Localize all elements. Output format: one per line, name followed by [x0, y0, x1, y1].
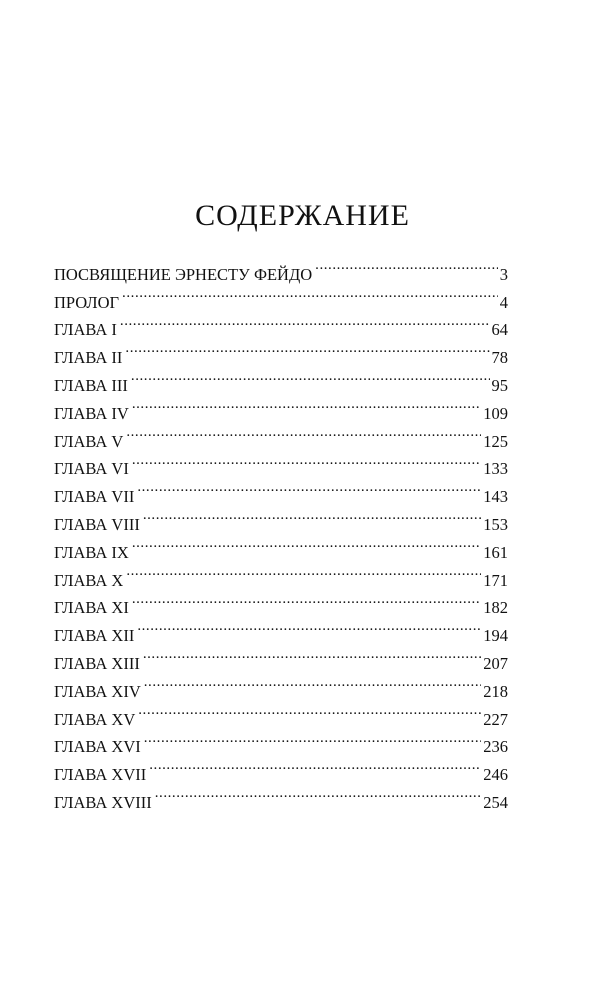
toc-entry-label: ГЛАВА XII	[54, 626, 135, 646]
toc-entry-label: ГЛАВА III	[54, 375, 128, 395]
toc-entry-page-number: 171	[483, 570, 508, 590]
toc-entry-label: ГЛАВА XIII	[54, 653, 140, 673]
toc-entry-page-number: 4	[499, 292, 508, 312]
toc-entry-label: ГЛАВА X	[54, 570, 124, 590]
toc-entry	[54, 280, 508, 312]
toc-entry-label: ГЛАВА VI	[54, 459, 129, 479]
toc-entry-label: ГЛАВА VIII	[54, 514, 140, 534]
toc-entry-label: ГЛАВА XV	[54, 709, 136, 729]
toc-entry-page-number: 78	[491, 348, 508, 368]
dot-leader	[120, 308, 490, 336]
dot-leader	[149, 752, 481, 780]
toc-entry-page-number: 64	[491, 320, 508, 340]
toc-entry-page-number: 3	[499, 264, 508, 284]
toc-entry-label: ГЛАВА II	[54, 348, 123, 368]
toc-title: СОДЕРЖАНИЕ	[195, 199, 410, 232]
toc-entry-label: ГЛАВА XIV	[54, 681, 141, 701]
toc-entry-label: ГЛАВА XVII	[54, 765, 147, 785]
dot-leader	[132, 530, 481, 558]
toc-entry-label: ГЛАВА I	[54, 320, 117, 340]
toc-entry-label: ГЛАВА XI	[54, 598, 129, 618]
dot-leader	[137, 474, 481, 502]
dot-leader	[137, 613, 481, 641]
toc-entry-page-number: 161	[483, 542, 508, 562]
dot-leader	[126, 419, 481, 447]
toc-entry-page-number: 153	[483, 514, 508, 534]
dot-leader	[131, 363, 490, 391]
dot-leader	[315, 252, 498, 280]
toc-entry-page-number: 194	[483, 626, 508, 646]
toc-entry-page-number: 182	[483, 598, 508, 618]
toc-entry-page-number: 125	[483, 431, 508, 451]
dot-leader	[132, 586, 481, 614]
toc-entry-page-number: 133	[483, 459, 508, 479]
toc-entry-page-number: 246	[483, 765, 508, 785]
toc-entry	[54, 335, 508, 368]
dot-leader	[126, 558, 481, 586]
toc-entry-page-number: 227	[483, 709, 508, 729]
toc-entry	[54, 252, 508, 284]
toc-entry-label: ПОСВЯЩЕНИЕ ЭРНЕСТУ ФЕЙДО	[54, 264, 313, 284]
dot-leader	[125, 335, 489, 363]
toc-entry-page-number: 236	[483, 737, 508, 757]
dot-leader	[143, 502, 481, 530]
dot-leader	[132, 391, 481, 419]
toc-entry-page-number: 207	[483, 653, 508, 673]
toc-entry	[54, 308, 508, 340]
toc-entry-page-number: 109	[483, 403, 508, 423]
toc-entry-label: ГЛАВА VII	[54, 487, 135, 507]
toc-entry-label: ГЛАВА IX	[54, 542, 129, 562]
dot-leader	[122, 280, 498, 308]
dot-leader	[143, 641, 481, 669]
toc-entry-page-number: 254	[483, 792, 508, 812]
toc-entry-label: ГЛАВА XVIII	[54, 792, 152, 812]
toc-entry-page-number: 95	[491, 375, 508, 395]
toc-entry-page-number: 143	[483, 487, 508, 507]
dot-leader	[138, 697, 481, 725]
dot-leader	[144, 725, 482, 753]
toc-entry-label: ГЛАВА V	[54, 431, 124, 451]
toc-entry-label: ГЛАВА IV	[54, 403, 129, 423]
toc-entry-label: ГЛАВА XVI	[54, 737, 141, 757]
dot-leader	[144, 669, 482, 697]
toc-entry-label: ПРОЛОГ	[54, 292, 120, 312]
dot-leader	[132, 447, 481, 475]
toc-entry-page-number: 218	[483, 681, 508, 701]
toc-list	[54, 252, 508, 812]
dot-leader	[155, 780, 482, 808]
